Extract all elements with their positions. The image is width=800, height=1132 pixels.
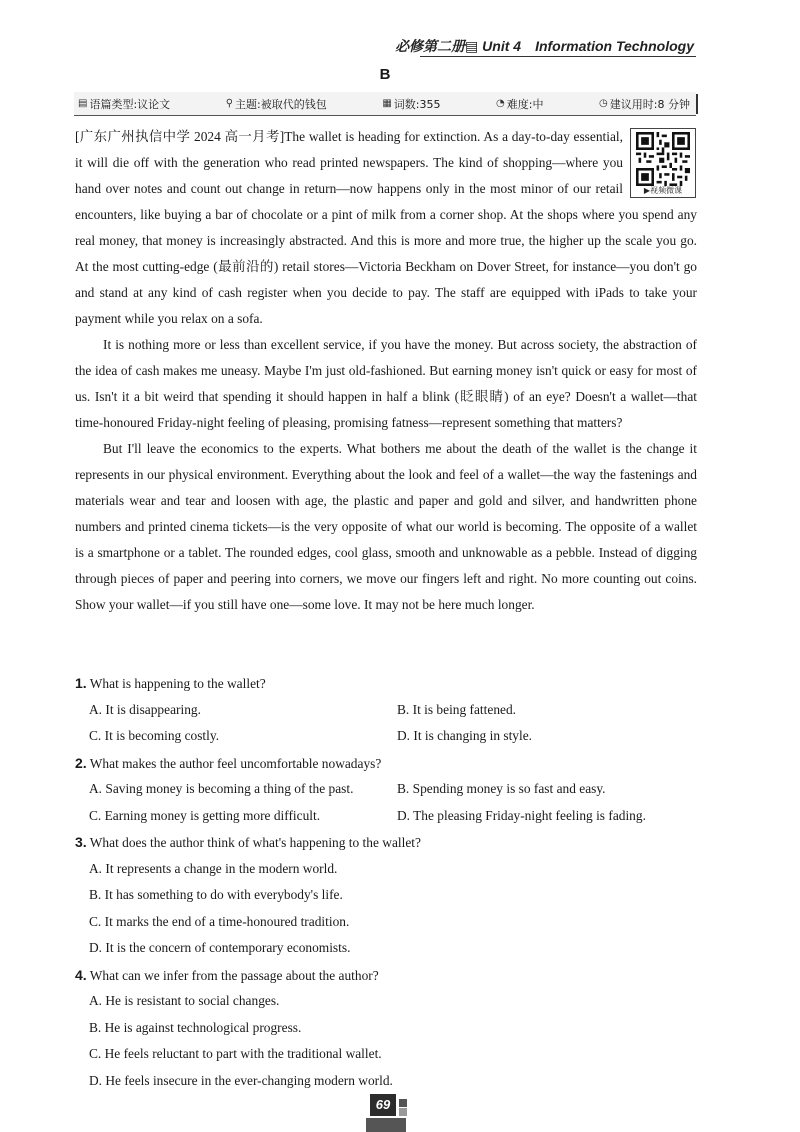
- option-b[interactable]: B. He is against technological progress.: [89, 1019, 302, 1035]
- option-c[interactable]: C. He feels reluctant to part with the traditional wallet.: [89, 1046, 382, 1061]
- option-b[interactable]: B. Spending money is so fast and easy.: [397, 781, 606, 796]
- option-a[interactable]: A. He is resistant to social changes.: [89, 993, 280, 1008]
- word-count-info: [382, 96, 440, 112]
- question-stem: [75, 962, 697, 989]
- qr-label: ▶视频微课: [643, 186, 683, 195]
- option-row: [75, 723, 697, 750]
- time-label: 建议用时:8 分钟: [609, 97, 690, 111]
- page-number-decoration: [399, 1099, 407, 1107]
- question-text: What makes the author feel uncomfortable nowadays?: [86, 755, 382, 771]
- option-a[interactable]: A. It represents a change in the modern world.: [89, 860, 338, 876]
- option-row: [75, 909, 697, 936]
- option-b[interactable]: B. It has something to do with everybody's life.: [89, 887, 343, 902]
- genre-info: [78, 96, 170, 112]
- option-row: [75, 935, 697, 962]
- question-number: 4.: [75, 966, 87, 983]
- option-a[interactable]: A. It is disappearing.: [89, 701, 201, 717]
- option-row: [75, 803, 697, 830]
- topic-label: 主题:被取代的钱包: [235, 97, 327, 111]
- question-stem: [75, 670, 697, 697]
- clock-icon: ◷: [599, 98, 608, 109]
- paragraph-2: It is nothing more or less than excellent service, if you have the money. But across society, the abstraction of the idea of cash makes me uneasy. Maybe I'm just old-fashioned. But earning money isn't quick or easy for most of us. Isn't it a bit weird that spending it should happen in half a blink (眨眼睛) of an eye? Doesn't a wallet—that time-honoured Friday-night feeling of pleasing, promising fatness—represent something that matters?: [75, 337, 697, 430]
- option-b[interactable]: B. It is being fattened.: [397, 701, 516, 717]
- question-list: [75, 670, 697, 1094]
- qr-text-wrap-spacer: [623, 124, 697, 194]
- paragraph-1: [75, 124, 697, 332]
- question-3: [75, 829, 697, 962]
- question-stem: [75, 829, 697, 856]
- question-text: What is happening to the wallet?: [86, 676, 266, 691]
- document-icon: ▤: [78, 98, 88, 109]
- option-row: [75, 1041, 697, 1068]
- question-text: What does the author think of what's happening to the wallet?: [86, 835, 421, 850]
- reading-passage: [75, 124, 697, 618]
- option-c[interactable]: C. Earning money is getting more difficult.: [89, 807, 321, 823]
- option-d[interactable]: D. He feels insecure in the ever-changing modern world.: [89, 1072, 393, 1088]
- difficulty-info: [496, 96, 543, 112]
- topic-info: [226, 96, 327, 112]
- time-info: [599, 96, 690, 112]
- option-c[interactable]: C. It marks the end of a time-honoured tradition.: [89, 913, 350, 929]
- question-2: [75, 750, 697, 830]
- paragraph-1-text: The wallet is heading for extinction. As a day-to-day essential, it will die off with the generation who read printed newspapers. The kind of shopping—where you hand over notes and count out change in return—now happens only in the most minor of our retail encounters, like buying a bar of chocolate or a pint of milk from a corner shop. At the shops where you spend any real money, that money is increasingly abstracted. And this is more and more true, the higher up the scale you go. At the most cutting-edge (最前沿的) retail stores—Victoria Beckham on Dover Street, for instance—you don't go and stand at any kind of cash register when you decide to pay. The staff are equipped with iPads to take your payment while you relax on a sofa.: [75, 129, 697, 326]
- question-4: [75, 962, 697, 1095]
- option-c[interactable]: C. It is becoming costly.: [89, 728, 220, 743]
- option-d[interactable]: D. It is the concern of contemporary economists.: [89, 940, 351, 955]
- question-number: 2.: [75, 754, 87, 771]
- option-row: [75, 856, 697, 883]
- page-number-decoration: [366, 1118, 406, 1132]
- question-stem: [75, 750, 697, 777]
- page-number-decoration: [399, 1108, 407, 1116]
- question-number: 1.: [75, 675, 87, 691]
- search-icon: ⚲: [225, 98, 234, 109]
- passage-info-bar: [74, 92, 696, 116]
- passage-source: [广东广州执信中学 2024 高一月考]: [75, 129, 285, 144]
- option-d[interactable]: D. It is changing in style.: [397, 728, 533, 743]
- question-text: What can we infer from the passage about the author?: [86, 967, 379, 983]
- header-rule: [420, 56, 696, 57]
- option-row: [75, 1015, 697, 1042]
- running-header: 必修第二册▤ Unit 4 Information Technology: [395, 38, 694, 54]
- option-row: [75, 1068, 697, 1095]
- option-row: [75, 776, 697, 803]
- text-icon: ▦: [382, 98, 392, 109]
- option-d[interactable]: D. The pleasing Friday-night feeling is fading.: [397, 807, 646, 823]
- option-a[interactable]: A. Saving money is becoming a thing of the past.: [89, 781, 354, 796]
- word-count-label: 词数:355: [393, 97, 441, 111]
- paragraph-3: But I'll leave the economics to the experts. What bothers me about the death of the wallet is the change it represents in our physical environment. Everything about the look and feel of a wallet—the way the fastenings and materials wear and tear and loosen with age, the plastic and paper and gold and silver, and handwritten phone numbers and printed cinema tickets—is the very opposite of what our world is becoming. The opposite of a wallet is a smartphone or a tablet. The rounded edges, cool glass, smooth and unknowable as a pebble. Instead of digging through pieces of paper and peering into corners, we move our fingers left and right. No more counting out coins. Show your wallet—if you still have one—some love. It may not be here much longer.: [75, 441, 697, 612]
- page-number: 69: [370, 1094, 396, 1116]
- option-row: [75, 697, 697, 724]
- genre-label: 语篇类型:议论文: [89, 97, 171, 111]
- option-row: [75, 988, 697, 1015]
- question-number: 3.: [75, 834, 87, 850]
- gauge-icon: ◔: [496, 98, 505, 109]
- section-letter: B: [379, 66, 391, 83]
- info-bar-end-line: [696, 94, 698, 114]
- difficulty-label: 难度:中: [506, 97, 544, 111]
- question-1: [75, 670, 697, 750]
- option-row: [75, 882, 697, 909]
